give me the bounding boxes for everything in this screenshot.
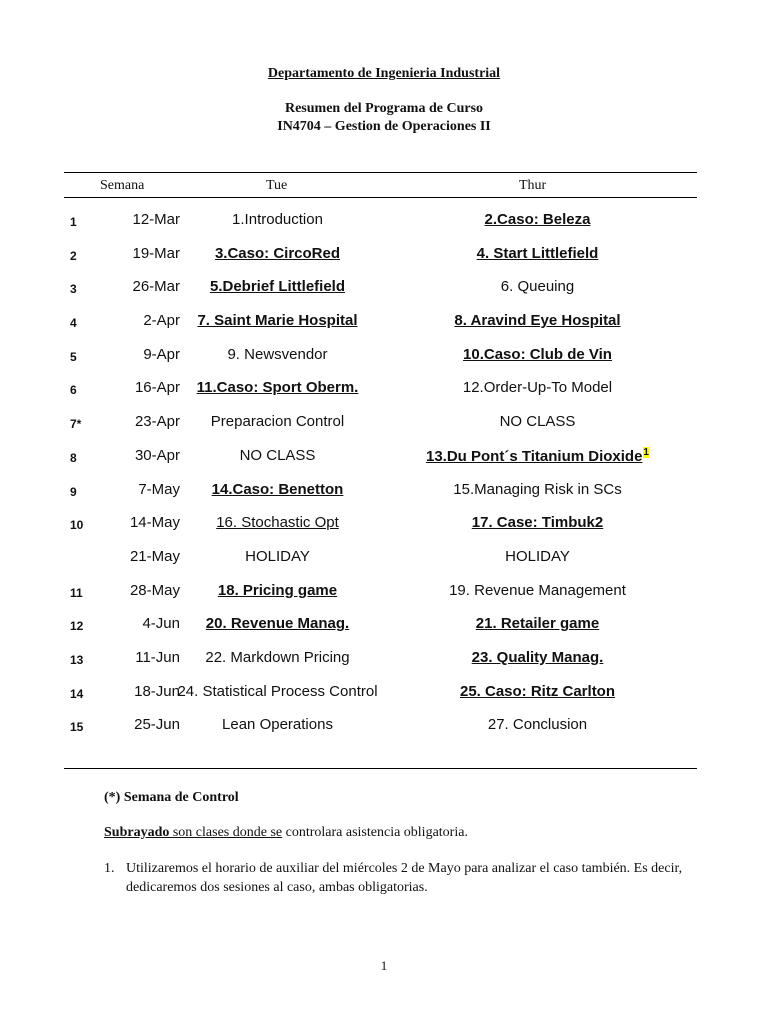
- footnote-number: 1.: [104, 861, 115, 876]
- tue-session: [170, 278, 385, 295]
- table-row: [0, 270, 768, 304]
- tue-session-label: 11.Caso: Sport Oberm.: [196, 379, 359, 397]
- table-row: [0, 641, 768, 675]
- course-title: IN4704 – Gestion de Operaciones II: [277, 119, 491, 134]
- attendance-note-rest: controlara asistencia obligatoria.: [282, 825, 468, 840]
- week-number: 13: [70, 652, 84, 667]
- week-number: 8: [70, 450, 77, 465]
- tue-session-label: 7. Saint Marie Hospital: [197, 312, 358, 330]
- table-row: [0, 405, 768, 439]
- table-row: [0, 675, 768, 709]
- tue-session-label: Preparacion Control: [210, 413, 345, 431]
- column-header-thur: Thur: [519, 178, 547, 193]
- table-bottom-rule: [64, 768, 697, 769]
- thur-session: [400, 346, 675, 363]
- week-number: 2: [70, 248, 77, 263]
- thur-session-label: 13.Du Pont´s Titanium Dioxide: [426, 447, 643, 465]
- tue-session-label: 20. Revenue Manag.: [205, 615, 350, 633]
- thur-session: [400, 379, 675, 396]
- week-number: 4: [70, 316, 77, 331]
- control-week-note: (*) Semana de Control: [104, 790, 239, 805]
- table-row: [0, 473, 768, 507]
- thur-session: [400, 278, 675, 295]
- thur-session-label: 17. Case: Timbuk2: [471, 514, 604, 532]
- thur-session: [400, 312, 675, 329]
- thur-session-label: 2.Caso: Beleza: [484, 211, 591, 228]
- thur-session: [400, 615, 675, 632]
- class-date: 14-May: [129, 514, 180, 532]
- thur-session-label: HOLIDAY: [505, 547, 570, 565]
- tue-session-label: 9. Newsvendor: [227, 345, 328, 363]
- thur-session: [400, 211, 675, 228]
- class-date: 16-Apr: [134, 379, 180, 397]
- week-number: 7*: [70, 417, 82, 432]
- tue-session-label: 5.Debrief Littlefield: [209, 278, 346, 296]
- tue-session-label: 3.Caso: CircoRed: [214, 244, 341, 262]
- column-header-tue: Tue: [266, 178, 288, 193]
- attendance-note: [104, 823, 468, 842]
- tue-session: [170, 716, 385, 733]
- class-date: 21-May: [129, 547, 180, 565]
- tue-session-label: Lean Operations: [222, 716, 333, 734]
- class-date: 28-May: [129, 581, 180, 599]
- tue-session-label: HOLIDAY: [245, 547, 310, 565]
- week-number: 10: [70, 518, 84, 533]
- thur-session-label: NO CLASS: [499, 413, 576, 431]
- tue-session-label: NO CLASS: [239, 446, 316, 464]
- thur-session: [400, 582, 675, 599]
- thur-session-label: 4. Start Littlefield: [476, 244, 599, 262]
- footnote-1: [104, 859, 704, 897]
- tue-session: [170, 379, 385, 396]
- table-row: [0, 304, 768, 338]
- tue-session: [170, 481, 385, 498]
- department-title: Departamento de Ingenieria Industrial: [267, 66, 501, 81]
- tue-session: [170, 346, 385, 363]
- thur-session: [400, 447, 675, 465]
- table-row: [0, 506, 768, 540]
- tue-session: [170, 447, 385, 464]
- tue-session: [170, 582, 385, 599]
- tue-session: [170, 413, 385, 430]
- tue-session-label: 1.Introduction: [232, 211, 323, 228]
- week-number: 6: [70, 383, 77, 398]
- table-top-rule: [64, 172, 697, 173]
- tue-session: [170, 548, 385, 565]
- thur-session-label: 8. Aravind Eye Hospital: [454, 312, 621, 330]
- tue-session-label: 22. Markdown Pricing: [205, 648, 350, 666]
- week-number: 14: [70, 686, 84, 701]
- thur-session-label: 25. Caso: Ritz Carlton: [459, 682, 616, 700]
- class-date: 12-Mar: [132, 211, 180, 228]
- attendance-note-mid: son clases donde: [169, 825, 271, 840]
- column-header-week: Semana: [100, 178, 145, 193]
- thur-session-label: 19. Revenue Management: [449, 581, 626, 599]
- tue-session: [170, 615, 385, 632]
- tue-session-label: 16. Stochastic Opt: [216, 514, 339, 532]
- table-row: [0, 237, 768, 271]
- tue-session: [170, 312, 385, 329]
- tue-session: [170, 514, 385, 531]
- table-header-rule: [64, 197, 697, 198]
- thur-session: [400, 683, 675, 700]
- table-row: [0, 439, 768, 473]
- tue-session: [170, 683, 385, 700]
- thur-session-label: 21. Retailer game: [475, 615, 600, 633]
- thur-session: [400, 413, 675, 430]
- thur-session-label: 15.Managing Risk in SCs: [453, 480, 622, 498]
- class-date: 4-Jun: [142, 615, 180, 633]
- table-row: [0, 338, 768, 372]
- footnote-text: Utilizaremos el horario de auxiliar del miércoles 2 de Mayo para analizar el caso también. Es decir, dedicaremos dos sesiones al caso, ambas obligatorias.: [126, 861, 683, 895]
- week-number: 9: [70, 484, 77, 499]
- thur-session-label: 10.Caso: Club de Vin: [463, 345, 612, 363]
- class-date: 18-Jun: [134, 682, 180, 700]
- table-row: [0, 574, 768, 608]
- page-number: 1: [380, 958, 388, 973]
- tue-session: [170, 649, 385, 666]
- thur-session: [400, 548, 675, 565]
- thur-session-label: 27. Conclusion: [487, 716, 588, 734]
- tue-session-label: 18. Pricing game: [217, 581, 338, 599]
- table-row: [0, 708, 768, 742]
- week-number: 11: [70, 585, 83, 600]
- table-row: [0, 371, 768, 405]
- class-date: 9-Apr: [143, 345, 180, 363]
- class-date: 26-Mar: [132, 278, 180, 296]
- footnote-marker: 1: [643, 446, 649, 458]
- thur-session: [400, 716, 675, 733]
- week-number: 3: [70, 282, 77, 297]
- thur-session: [400, 481, 675, 498]
- table-row: [0, 540, 768, 574]
- thur-session: [400, 245, 675, 262]
- schedule-table: [0, 203, 768, 742]
- class-date: 2-Apr: [143, 312, 180, 330]
- week-number: 15: [70, 720, 84, 735]
- tue-session-label: 24. Statistical Process Control: [177, 682, 378, 700]
- class-date: 11-Jun: [135, 648, 180, 666]
- thur-session-label: 6. Queuing: [500, 278, 575, 296]
- thur-session-label: 12.Order-Up-To Model: [462, 379, 613, 397]
- summary-title: Resumen del Programa de Curso: [284, 101, 484, 116]
- class-date: 23-Apr: [134, 413, 180, 431]
- class-date: 25-Jun: [134, 716, 180, 734]
- class-date: 7-May: [138, 480, 180, 498]
- attendance-note-se: se: [270, 825, 283, 840]
- class-date: 30-Apr: [134, 446, 180, 464]
- table-row: [0, 607, 768, 641]
- week-number: 12: [70, 619, 84, 634]
- thur-session: [400, 649, 675, 666]
- tue-session: [170, 245, 385, 262]
- thur-session: [400, 514, 675, 531]
- underline-keyword: Subrayado: [104, 825, 170, 840]
- class-date: 19-Mar: [132, 244, 180, 262]
- week-number: 5: [70, 349, 77, 364]
- thur-session-label: 23. Quality Manag.: [471, 648, 604, 666]
- table-row: [0, 203, 768, 237]
- tue-session: [170, 211, 385, 228]
- week-number: 1: [70, 215, 77, 229]
- tue-session-label: 14.Caso: Benetton: [211, 480, 344, 498]
